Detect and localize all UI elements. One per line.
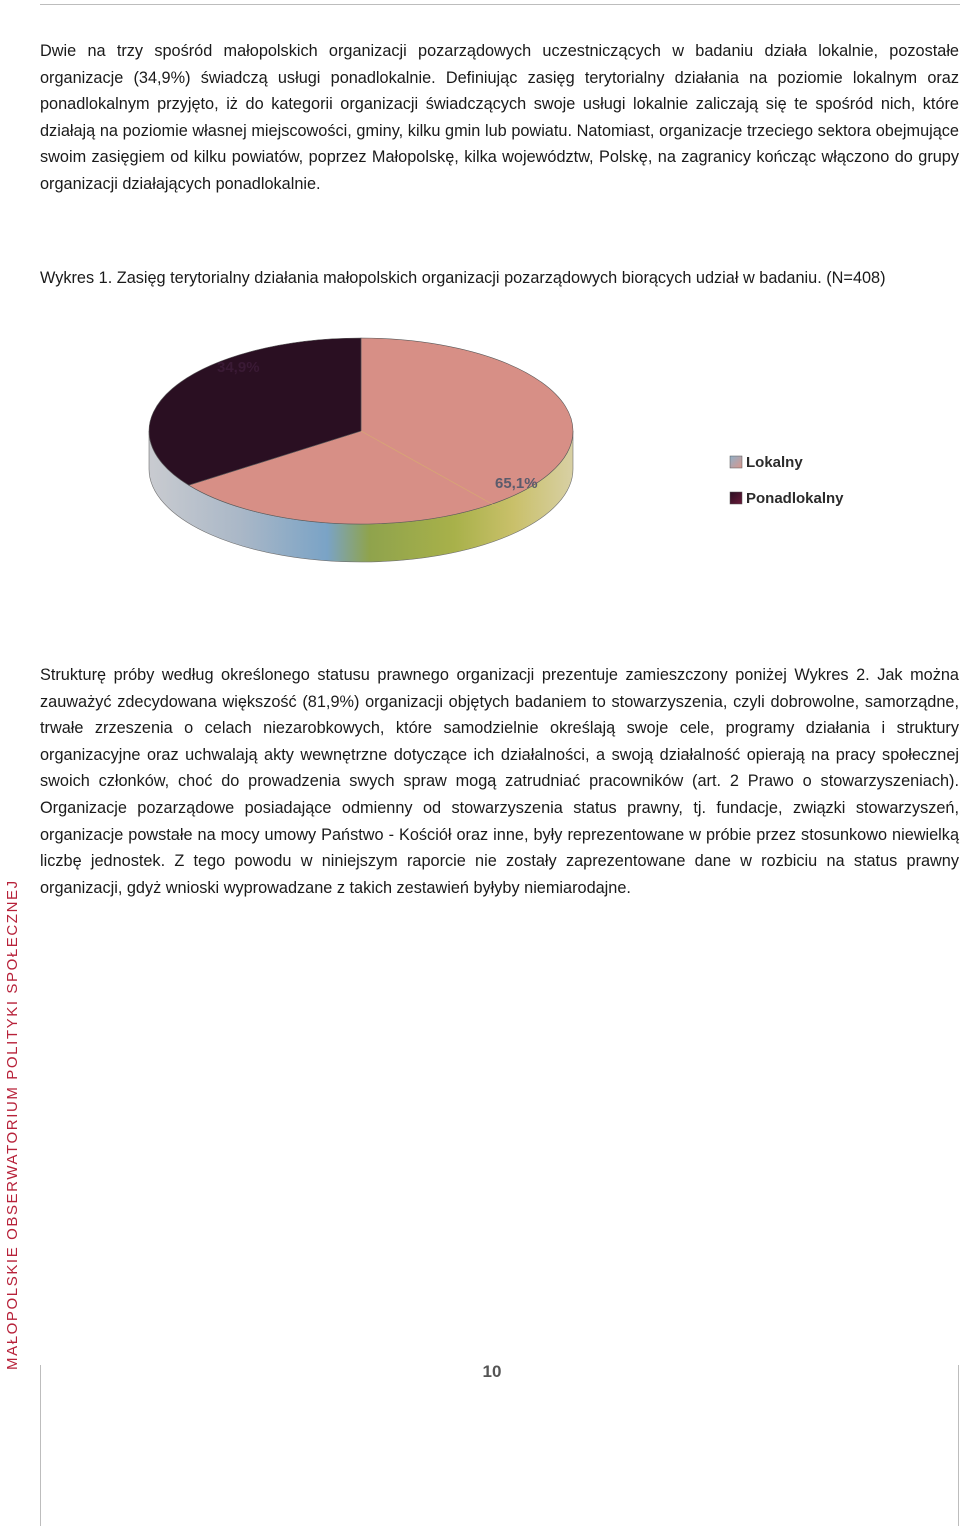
side-label: MAŁOPOLSKIE OBSERWATORIUM POLITYKI SPOŁECZNEJ: [4, 879, 21, 1370]
paragraph-legal-status: Strukturę próby według określonego statusu prawnego organizacji prezentuje zamieszczony poniżej Wykres 2. Jak można zauważyć zdecydowana większość (81,9%) organizacji objętych badaniem to stowarzyszenia, czyli dobrowolne, samorządne, trwałe zrzeszenia o celach niezarobkowych, które samodzielnie określają swoje cele, programy działania i struktury organizacyjne oraz uchwalają akty wewnętrzne dotyczące ich działalności, a swoją działalność opierają na pracy społecznej swoich członków, choć do prowadzenia swych spraw mogą zatrudniać pracowników (art. 2 Prawo o stowarzyszeniach). Organizacje pozarządowe posiadające odmienny od stowarzyszenia status prawny, tj. fundacje, związki stowarzyszeń, organizacje powstałe na mocy umowy Państwo - Kościół oraz inne, były reprezentowane w próbie przez stosunkowo niewielką liczbę jednostek. Z tego powodu w niniejszym raporcie nie zostały zaprezentowane dane w rozbiciu na status prawny organizacji, gdyż wnioski wyprowadzane z takich zestawień byłyby niemiarodajne.: [40, 666, 959, 897]
paragraph-intro: Dwie na trzy spośród małopolskich organizacji pozarządowych uczestniczących w badaniu działa lokalnie, pozostałe organizacje (34,9%) świadczą usługi ponadlokalnie. Definiując zasięg terytorialny działania na poziomie lokalnym oraz ponadlokalnym przyjęto, iż do kategorii organizacji świadczących swoje usługi lokalnie zaliczają się te spośród nich, które działają na poziomie własnej miejscowości, gminy, kilku gmin lub powiatu. Natomiast, organizacje trzeciego sektora obejmujące swoim zasięgiem od kilku powiatów, poprzez Małopolskę, kilka województw, Polskę, na zagranicy kończąc włączono do grupy organizacji działających ponadlokalnie.: [40, 42, 959, 193]
pie-chart-svg: [40, 335, 940, 630]
top-rule: [40, 4, 960, 5]
pie-chart: [40, 335, 940, 630]
footer-rule-right: [958, 1365, 959, 1526]
chart-caption: Wykres 1. Zasięg terytorialny działania małopolskich organizacji pozarządowych biorących udział w badaniu. (N=408): [40, 269, 886, 287]
legend-label-ponadlokalny: Ponadlokalny: [746, 490, 844, 507]
data-label-ponadlokalny: 34,9%: [217, 359, 260, 376]
legend-swatch-ponadlokalny: [730, 492, 742, 504]
page-number: 10: [482, 1362, 502, 1381]
legend-swatch-lokalny: [730, 456, 742, 468]
legend-label-lokalny: Lokalny: [746, 454, 803, 471]
footer-rule-left: [40, 1365, 41, 1526]
data-label-lokalny: 65,1%: [495, 475, 538, 492]
